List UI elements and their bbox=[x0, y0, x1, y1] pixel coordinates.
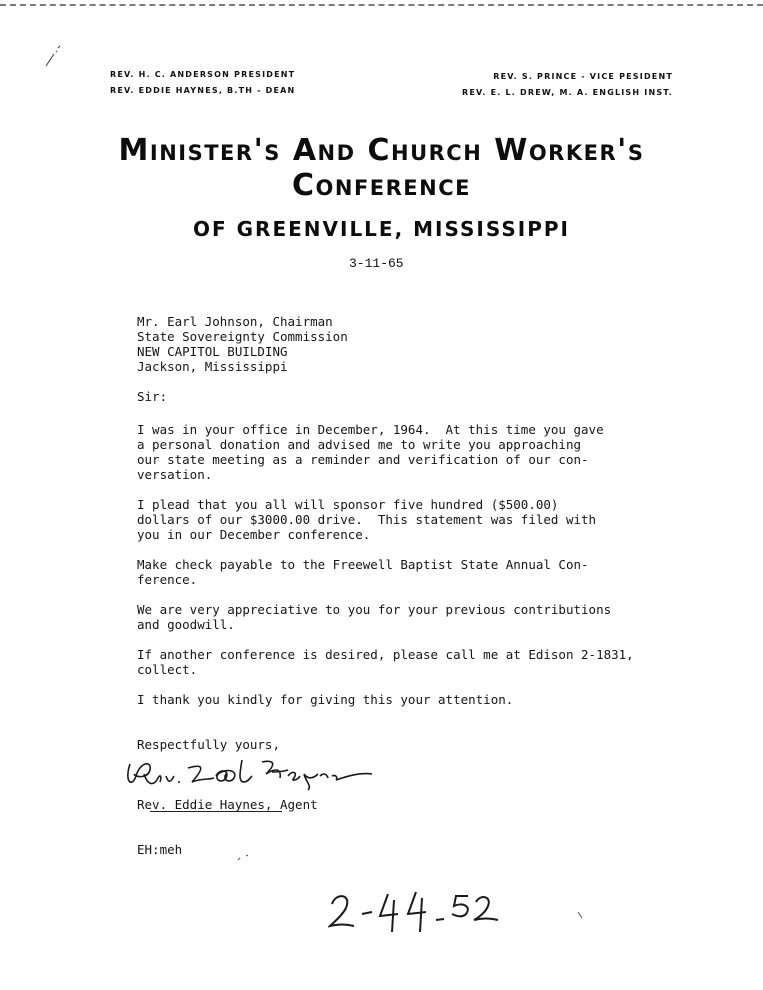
handwritten-file-number bbox=[328, 888, 508, 938]
salutation: Sir: bbox=[137, 389, 168, 404]
letterhead-title: Minister's And Church Worker's bbox=[118, 133, 645, 168]
handwritten-signature bbox=[122, 752, 392, 792]
body-paragraph-5: If another conference is desired, please call me at Edison 2-1831, collect. bbox=[137, 647, 634, 677]
body-paragraph-3: Make check payable to the Freewell Baptist State Annual Con- ference. bbox=[137, 557, 589, 587]
officer-president: REV. H. C. ANDERSON PRESIDENT bbox=[110, 70, 296, 79]
body-paragraph-4: We are very appreciative to you for your previous contributions and goodwill. bbox=[137, 602, 612, 632]
stray-pen-mark bbox=[44, 44, 66, 68]
closing: Respectfully yours, bbox=[137, 737, 280, 752]
signature-underline bbox=[150, 811, 282, 812]
signature-name: Rev. Eddie Haynes, Agent bbox=[137, 797, 318, 812]
officer-english-instructor: REV. E. L. DREW, M. A. ENGLISH INST. bbox=[462, 88, 673, 97]
body-paragraph-1: I was in your office in December, 1964. At this time you gave a personal donation and advised me to write you approaching our state meeting as a reminder and verification of our con- versation. bbox=[137, 422, 604, 482]
letterhead-location: OF GREENVILLE, MISSISSIPPI bbox=[193, 217, 570, 241]
officer-dean: REV. EDDIE HAYNES, B.TH - DEAN bbox=[110, 86, 296, 95]
officers-left bbox=[110, 67, 295, 99]
letterhead-subtitle: Conference bbox=[292, 168, 471, 203]
body-paragraph-2: I plead that you all will sponsor five hundred ($500.00) dollars of our $3000.00 drive. This statement was filed with you in our December conference. bbox=[137, 497, 597, 542]
officers-right bbox=[462, 69, 673, 101]
typist-initials: EH:meh bbox=[137, 842, 183, 857]
stray-tick-mark bbox=[576, 910, 586, 920]
letter-date: 3-11-65 bbox=[349, 256, 404, 271]
body-paragraph-6: I thank you kindly for giving this your attention. bbox=[137, 692, 514, 707]
officer-vice-president: REV. S. PRINCE - VICE PESIDENT bbox=[493, 72, 673, 81]
recipient-address: Mr. Earl Johnson, Chairman State Sovereignty Commission NEW CAPITOL BUILDING Jackson, Mississippi bbox=[137, 314, 348, 374]
stray-dot-mark bbox=[236, 852, 252, 862]
top-edge-line bbox=[0, 4, 763, 6]
